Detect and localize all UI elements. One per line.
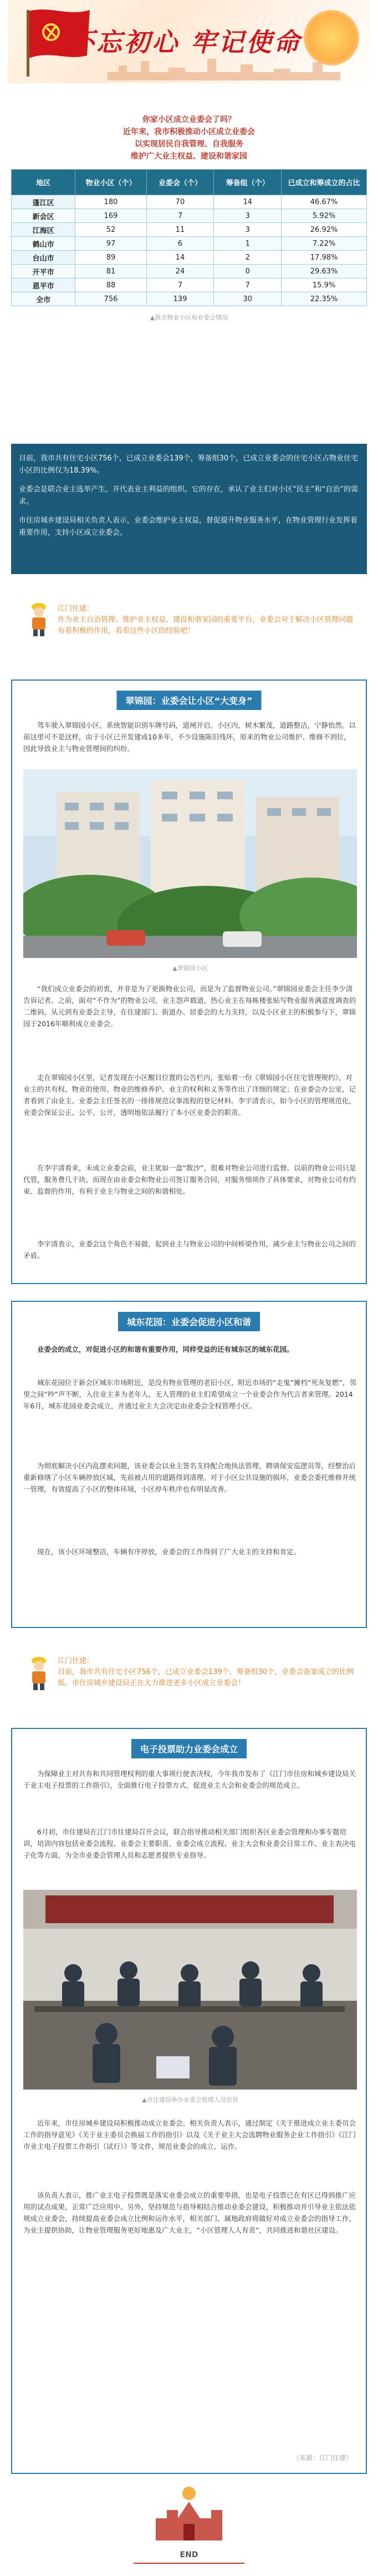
table-cell: 14 (146, 251, 214, 265)
end-block (0, 2479, 378, 2564)
table-cell: 24 (146, 265, 214, 278)
article-card (11, 1301, 367, 1628)
table-cell: 江海区 (12, 223, 75, 237)
table-cell: 756 (75, 292, 146, 306)
table-cell: 26.92% (282, 223, 367, 237)
card-title: 城东花园：业委会促进小区和谐 (118, 1312, 260, 1331)
worker-avatar-icon (28, 602, 50, 636)
card-paragraph: 该负责人表示，推广业主电子投票既是落实业委会成立的重要举措，也是电子投票已在有区已得到推广应用的试点成果，正常广泛应用中。另外，坚持规范与指导相结合推动业委会建设，积极推动并引导业主依法依规成立业委会，持续提高业委会成立比例和运作水平，相关部门、属地政府将做好对成立业委会的指导工作，为业主提供协助，让物业管理服务更好地惠及广大业主，“小区管理人人有责”，共同推进和谐社区建设。 (23, 2191, 356, 2234)
meeting-room-image (23, 1890, 357, 2090)
card-paragraph: 现在，该小区环境整洁，车辆有序停放，业委会的工作得到了广大业主的支持和肯定。 (37, 1548, 301, 1556)
table-row (12, 265, 367, 278)
table-cell: 88 (75, 278, 146, 292)
card-paragraph: 近年来，市住房城乡建设局积极推动成立业委会。相关负责人表示，通过制定《关于推进成立业主委员会工作的指导意见》《关于业主委员会换届工作的指引》以及《关于业主大会选聘物业服务企业工作指引》《江门市业主电子投票工作指引（试行）》等文件，规范业委会的成立、运作。 (23, 2119, 356, 2151)
table-row (12, 237, 367, 251)
table-cell: 2 (214, 251, 282, 265)
community-photo (23, 769, 357, 958)
table-row (12, 223, 367, 237)
table-cell: 新会区 (12, 209, 75, 223)
table-cell: 7.22% (282, 237, 367, 251)
table-cell: 14 (214, 195, 282, 209)
table-header: 地区 (12, 170, 75, 195)
quote-block (58, 604, 357, 637)
article-card (11, 680, 367, 1284)
quote-text: 目前，我市共有住宅小区756个，已成立业委会139个，筹备组30个，业委会备案成立的比例低。市住房城乡建设局正在大力推进更多小区成立业委会！ (58, 1668, 354, 1687)
table-cell: 恩平市 (12, 278, 75, 292)
source-note: （来源：江门住建） (292, 2454, 353, 2462)
table-header: 筹备组（个） (214, 170, 282, 195)
table-header-row (12, 170, 367, 195)
table-cell: 6 (146, 237, 214, 251)
table-cell: 81 (75, 265, 146, 278)
table-header: 已成立和筹成立的占比 (282, 170, 367, 195)
table-cell: 30 (214, 292, 282, 306)
table-cell: 1 (214, 237, 282, 251)
table-row (12, 292, 367, 306)
table-cell: 蓬江区 (12, 195, 75, 209)
intro-line: 维护广大业主权益、建设和谐家园 (131, 152, 247, 161)
intro-line: 以实现居民自我管理、自我服务 (135, 140, 243, 149)
table-header: 业委会（个） (146, 170, 214, 195)
stats-table (11, 169, 367, 306)
table-cell: 97 (75, 237, 146, 251)
summary-paragraph: 目前，我市共有住宅小区756个，已成立业委会139个，筹备组30个，已成立业委会的住宅小区占物业住宅小区的比例仅为18.39%。 (19, 454, 359, 475)
table-cell: 7 (214, 278, 282, 292)
intro-block (0, 114, 378, 163)
table-cell: 7 (146, 209, 214, 223)
table-row (12, 251, 367, 265)
card-paragraph: “我们成立业委会的初衷，并非是为了更换物业公司，而是为了监督物业公司。”翠锦园业委会主任李少清告诉记者。之前，面对“不作为”的物业公司，业主怨声载道，热心业主在每栋楼张贴写物业服务满意度调查的二维码，从元到有业委会主导，在住建部门、街道办、居委会的大力支持，以及小区业主的积极参与下，翠锦园于2016年顺利成立业委会。 (23, 985, 356, 1028)
card-paragraph: 走在翠锦园小区里，记者发现在小区醒目位置的公告栏内，张贴着一份《翠锦园小区住宅管理规约》，对业主的共有权、物业的使用、物业的维修养护、业主的权利和义务等作出了详细的规定；在业委会办公室，记者看到了由业主、业委会主任签名的一排排规范议事流程的登记材料。李宇清表示，如今小区的管理规范化，业委会保证公正、公平、公开，透明地依法履行了本小区业委会的职责。 (23, 1073, 356, 1117)
intro-line: 近年来，我市积极推动小区成立业委会 (123, 128, 255, 136)
residential-buildings-image (23, 769, 357, 958)
city-skyline-icon (108, 55, 340, 80)
table-row (12, 278, 367, 292)
photo-caption: ▲翠锦园小区 (172, 965, 208, 972)
table-cell: 70 (146, 195, 214, 209)
stats-table-container (11, 169, 367, 322)
table-cell: 29.63% (282, 265, 367, 278)
photo-caption: ▲市住建局举办业委会管理人员培训 (142, 2096, 238, 2103)
table-cell: 46.67% (282, 195, 367, 209)
table-header: 物业小区（个） (75, 170, 146, 195)
table-cell: 15.9% (282, 278, 367, 292)
header-banner (8, 0, 370, 83)
card-paragraph: 为彻底解决小区内乱摆卖问题，该业委会以业主签名支持配合地执法管理，聘请保安巡逻员等，经整治后重新修缮了小区车辆停放区域，先前被占用的道路得到清理。对于小区公共设施的损坏，业委会委托维修并统一管理，有效提高了小区的整体环境，小区停车秩序也有明显改善。 (23, 1462, 356, 1493)
training-photo (23, 1890, 357, 2090)
table-cell: 全市 (12, 292, 75, 306)
table-cell: 22.35% (282, 292, 367, 306)
table-cell: 11 (146, 223, 214, 237)
table-cell: 139 (146, 292, 214, 306)
table-cell: 开平市 (12, 265, 75, 278)
summary-paragraph: 市住房城乡建设局相关负责人表示，业委会维护业主权益，督促提升物业服务水平，在物业管理行业发挥着重要作用，支持小区成立业委会。 (19, 516, 358, 537)
quote-label: 江门住建： (58, 605, 94, 613)
card-paragraph: 在李宇清看来，未成立业委会前，业主犹如一盘“散沙”，很难对物业公司进行监督。以前的物业公司只是代管，服务费几千块、而现在由业委会和物业公司签订服务合同，对服务细项作了具体要求，对物业公司有约束、监督的作用，有利于业主与物业之间的和谐相处。 (23, 1164, 356, 1195)
card-paragraph: 李宇清表示，业委会这个角色不易做，起到业主与物业公司的中间桥梁作用，减少业主与物业公司之间的矛盾。 (23, 1240, 356, 1260)
card-paragraph: 6月初，市住建局在江门市住建局召开会议，联合指导推动相关部门组织各区业委会管理和办事专题培训，培训内容包括业委会流程、业委会主要职责、业委会成立流程、业主大会和业委会日常工作、业主表决电子化等方面，为全市业委会管理人员和志愿者提供专业指导。 (23, 1828, 356, 1859)
table-cell: 3 (214, 209, 282, 223)
table-cell: 3 (214, 223, 282, 237)
table-row (12, 209, 367, 223)
article-card (11, 1728, 367, 2474)
table-cell: 5.92% (282, 209, 367, 223)
intro-line: 你家小区成立业委会了吗？ (142, 115, 236, 124)
table-cell: 0 (214, 265, 282, 278)
table-cell: 台山市 (12, 251, 75, 265)
quote-label: 江门住建： (58, 1657, 94, 1665)
table-cell: 7 (146, 278, 214, 292)
card-paragraph: 业委会的成立，对促进小区的和谐有重要作用，同样受益的还有城东区的城东花园。 (37, 1345, 294, 1353)
table-row (12, 195, 367, 209)
end-decoration-icon (145, 2479, 233, 2546)
table-cell: 鹤山市 (12, 237, 75, 251)
table-cell: 52 (75, 223, 146, 237)
table-caption: ▲我市物业小区和业委会情况 (150, 314, 228, 321)
quote-text: 作为业主自治管理、维护业主权益、建设和谐家园的重要平台，业委会对于解决小区管理问题有着积极的作用，看看这些小区的经验吧！ (58, 616, 354, 635)
table-cell: 17.98% (282, 251, 367, 265)
page-title: 不忘初心 牢记使命 (69, 27, 302, 57)
table-cell: 169 (75, 209, 146, 223)
end-divider (134, 2563, 244, 2564)
quote-block (58, 1656, 357, 1689)
table-cell: 180 (75, 195, 146, 209)
card-paragraph: 为保障业主对共有和共同管理权利的重大事项行使表决权，今年我市发布了《江门市住房和城乡建设局关于业主电子投票的工作指引》，全面推行电子投票方式，促进业主大会和业委会的规范成立。 (23, 1769, 356, 1789)
summary-box (11, 444, 367, 574)
card-paragraph: 城东花园位于新会区城东市场附近，是没有物业管理的老旧小区，附近市场的“走鬼”摊档“死灰复燃”，邻里之间“吵”声不断，入住业主多为老年人，无人管理的业主们希望成立一个业委会作为代言者来管理。2014年6月，城东花园业委会成立，并通过业主大会决定由业委会全权管理小区。 (23, 1378, 356, 1410)
card-title: 电子投票助力业委会成立 (131, 1739, 247, 1758)
end-label: END (180, 2550, 198, 2559)
summary-paragraph: 业委会是联合业主选举产生，并代表业主利益的组织。它的存在，承认了业主们对小区“民主”和“自治”的需求。 (19, 485, 358, 506)
card-paragraph: 驾车驶入翠锦园小区，系统智能识别车牌号码，道闸开启。小区内，树木繁茂，道路整洁，宁静怡然。以前这里可不是这样，由于小区已开发建成10多年，不少设施陈旧残坏，原来的物业公司维护、维修不到位，因此导致业主与物业管理间的纠纷。 (23, 721, 356, 753)
card-title: 翠锦园：业委会让小区“大变身” (116, 691, 261, 710)
worker-avatar-icon (28, 1656, 50, 1690)
table-cell: 89 (75, 251, 146, 265)
